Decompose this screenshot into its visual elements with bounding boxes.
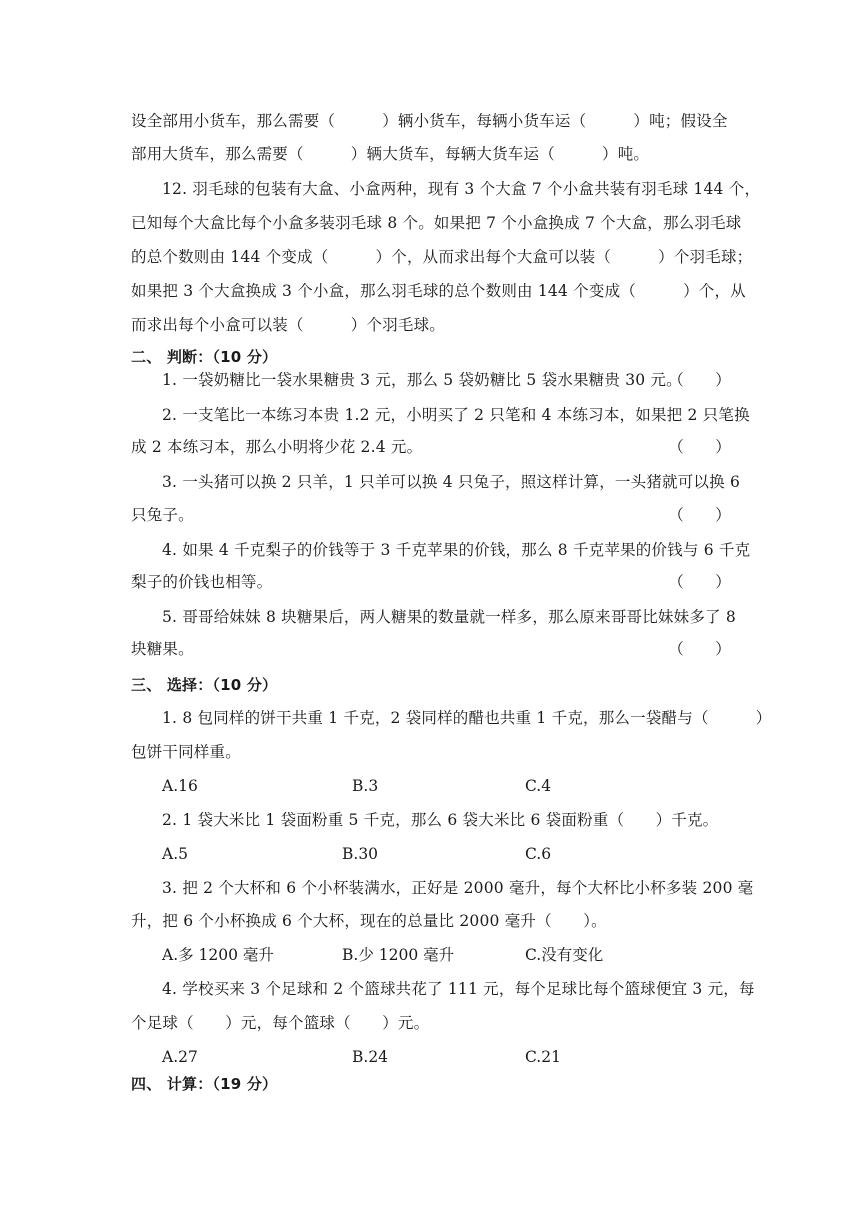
q11-line-1: 设全部用小货车，那么需要（ ）辆小货车，每辆小货车运（ ）吨；假设全 bbox=[131, 112, 728, 130]
choice-q3-line-2: 升，把 6 个小杯换成 6 个大杯，现在的总量比 2000 毫升（ ）。 bbox=[131, 912, 607, 930]
judge-q2-line-2 bbox=[131, 436, 731, 458]
choice-q2-option-b[interactable]: B.30 bbox=[342, 845, 379, 863]
q11-line-2: 部用大货车，那么需要（ ）辆大货车，每辆大货车运（ ）吨。 bbox=[131, 145, 650, 163]
q12-line-4: 如果把 3 个大盒换成 3 个小盒，那么羽毛球的总个数则由 144 个变成（ ）个，从 bbox=[131, 282, 746, 300]
choice-q3-option-a[interactable]: A.多 1200 毫升 bbox=[162, 946, 274, 964]
judge-q5-line-1: 5. 哥哥给妹妹 8 块糖果后，两人糖果的数量就一样多，那么原来哥哥比妹妹多了 8 bbox=[162, 608, 736, 626]
choice-q1-line-2: 包饼干同样重。 bbox=[131, 743, 241, 761]
choice-q2-option-c[interactable]: C.6 bbox=[525, 845, 552, 863]
answer-bracket[interactable]: （ ） bbox=[668, 506, 731, 524]
judge-q4-line-1: 4. 如果 4 千克梨子的价钱等于 3 千克苹果的价钱，那么 8 千克苹果的价钱与 6 千克 bbox=[162, 541, 751, 559]
q12-line-3: 的总个数则由 144 个变成（ ）个，从而求出每个大盒可以装（ ）个羽毛球； bbox=[131, 248, 753, 266]
choice-q4-line-2: 个足球（ ）元，每个篮球（ ）元。 bbox=[131, 1014, 430, 1032]
choice-q3-line-1: 3. 把 2 个大杯和 6 个小杯装满水，正好是 2000 毫升，每个大杯比小杯多装 200 毫 bbox=[162, 879, 754, 897]
judge-q1 bbox=[162, 369, 731, 391]
section-heading-calc: 四、 计算：（19 分） bbox=[131, 1075, 278, 1093]
choice-q4-option-c[interactable]: C.21 bbox=[525, 1048, 561, 1066]
judge-q4-text: 梨子的价钱也相等。 bbox=[131, 573, 273, 591]
judge-q2-line-1: 2. 一支笔比一本练习本贵 1.2 元，小明买了 2 只笔和 4 本练习本，如果把 2 只笔换 bbox=[162, 406, 750, 424]
judge-q1-text: 1. 一袋奶糖比一袋水果糖贵 3 元，那么 5 袋奶糖比 5 袋水果糖贵 30 元。 bbox=[162, 371, 682, 389]
choice-q3-option-c[interactable]: C.没有变化 bbox=[525, 946, 604, 964]
choice-q1-option-b[interactable]: B.3 bbox=[352, 777, 379, 795]
answer-bracket[interactable]: （ ） bbox=[668, 640, 731, 658]
choice-q1-option-a[interactable]: A.16 bbox=[162, 777, 198, 795]
choice-q3-option-b[interactable]: B.少 1200 毫升 bbox=[342, 946, 455, 964]
answer-bracket[interactable]: （ ） bbox=[668, 371, 731, 389]
judge-q2-text: 成 2 本练习本，那么小明将少花 2.4 元。 bbox=[131, 438, 423, 456]
judge-q3-text: 只兔子。 bbox=[131, 506, 194, 524]
choice-q1-line-1: 1. 8 包同样的饼干共重 1 千克，2 袋同样的醋也共重 1 千克，那么一袋醋与（ ） bbox=[162, 709, 772, 727]
section-heading-judge: 二、 判断：（10 分） bbox=[131, 348, 278, 366]
answer-bracket[interactable]: （ ） bbox=[668, 573, 731, 591]
choice-q4-option-a[interactable]: A.27 bbox=[162, 1048, 198, 1066]
choice-q2-option-a[interactable]: A.5 bbox=[162, 845, 188, 863]
q12-line-1: 12. 羽毛球的包装有大盒、小盒两种，现有 3 个大盒 7 个小盒共装有羽毛球 144 个， bbox=[162, 180, 761, 198]
q12-line-5: 而求出每个小盒可以装（ ）个羽毛球。 bbox=[131, 316, 446, 334]
section-heading-choice: 三、 选择：（10 分） bbox=[131, 676, 278, 694]
choice-q4-option-b[interactable]: B.24 bbox=[352, 1048, 389, 1066]
answer-bracket[interactable]: （ ） bbox=[668, 438, 731, 456]
judge-q3-line-2 bbox=[131, 504, 731, 526]
choice-q2-line-1: 2. 1 袋大米比 1 袋面粉重 5 千克，那么 6 袋大米比 6 袋面粉重（ ）千克。 bbox=[162, 811, 719, 829]
q12-line-2: 已知每个大盒比每个小盒多装羽毛球 8 个。如果把 7 个小盒换成 7 个大盒，那么羽毛球 bbox=[131, 214, 742, 232]
judge-q5-text: 块糖果。 bbox=[131, 640, 194, 658]
choice-q1-option-c[interactable]: C.4 bbox=[525, 777, 552, 795]
judge-q3-line-1: 3. 一头猪可以换 2 只羊，1 只羊可以换 4 只兔子，照这样计算，一头猪就可以换 6 bbox=[162, 473, 741, 491]
judge-q5-line-2 bbox=[131, 638, 731, 660]
judge-q4-line-2 bbox=[131, 571, 731, 593]
choice-q4-line-1: 4. 学校买来 3 个足球和 2 个篮球共花了 111 元，每个足球比每个篮球便宜 3 元，每 bbox=[162, 980, 755, 998]
